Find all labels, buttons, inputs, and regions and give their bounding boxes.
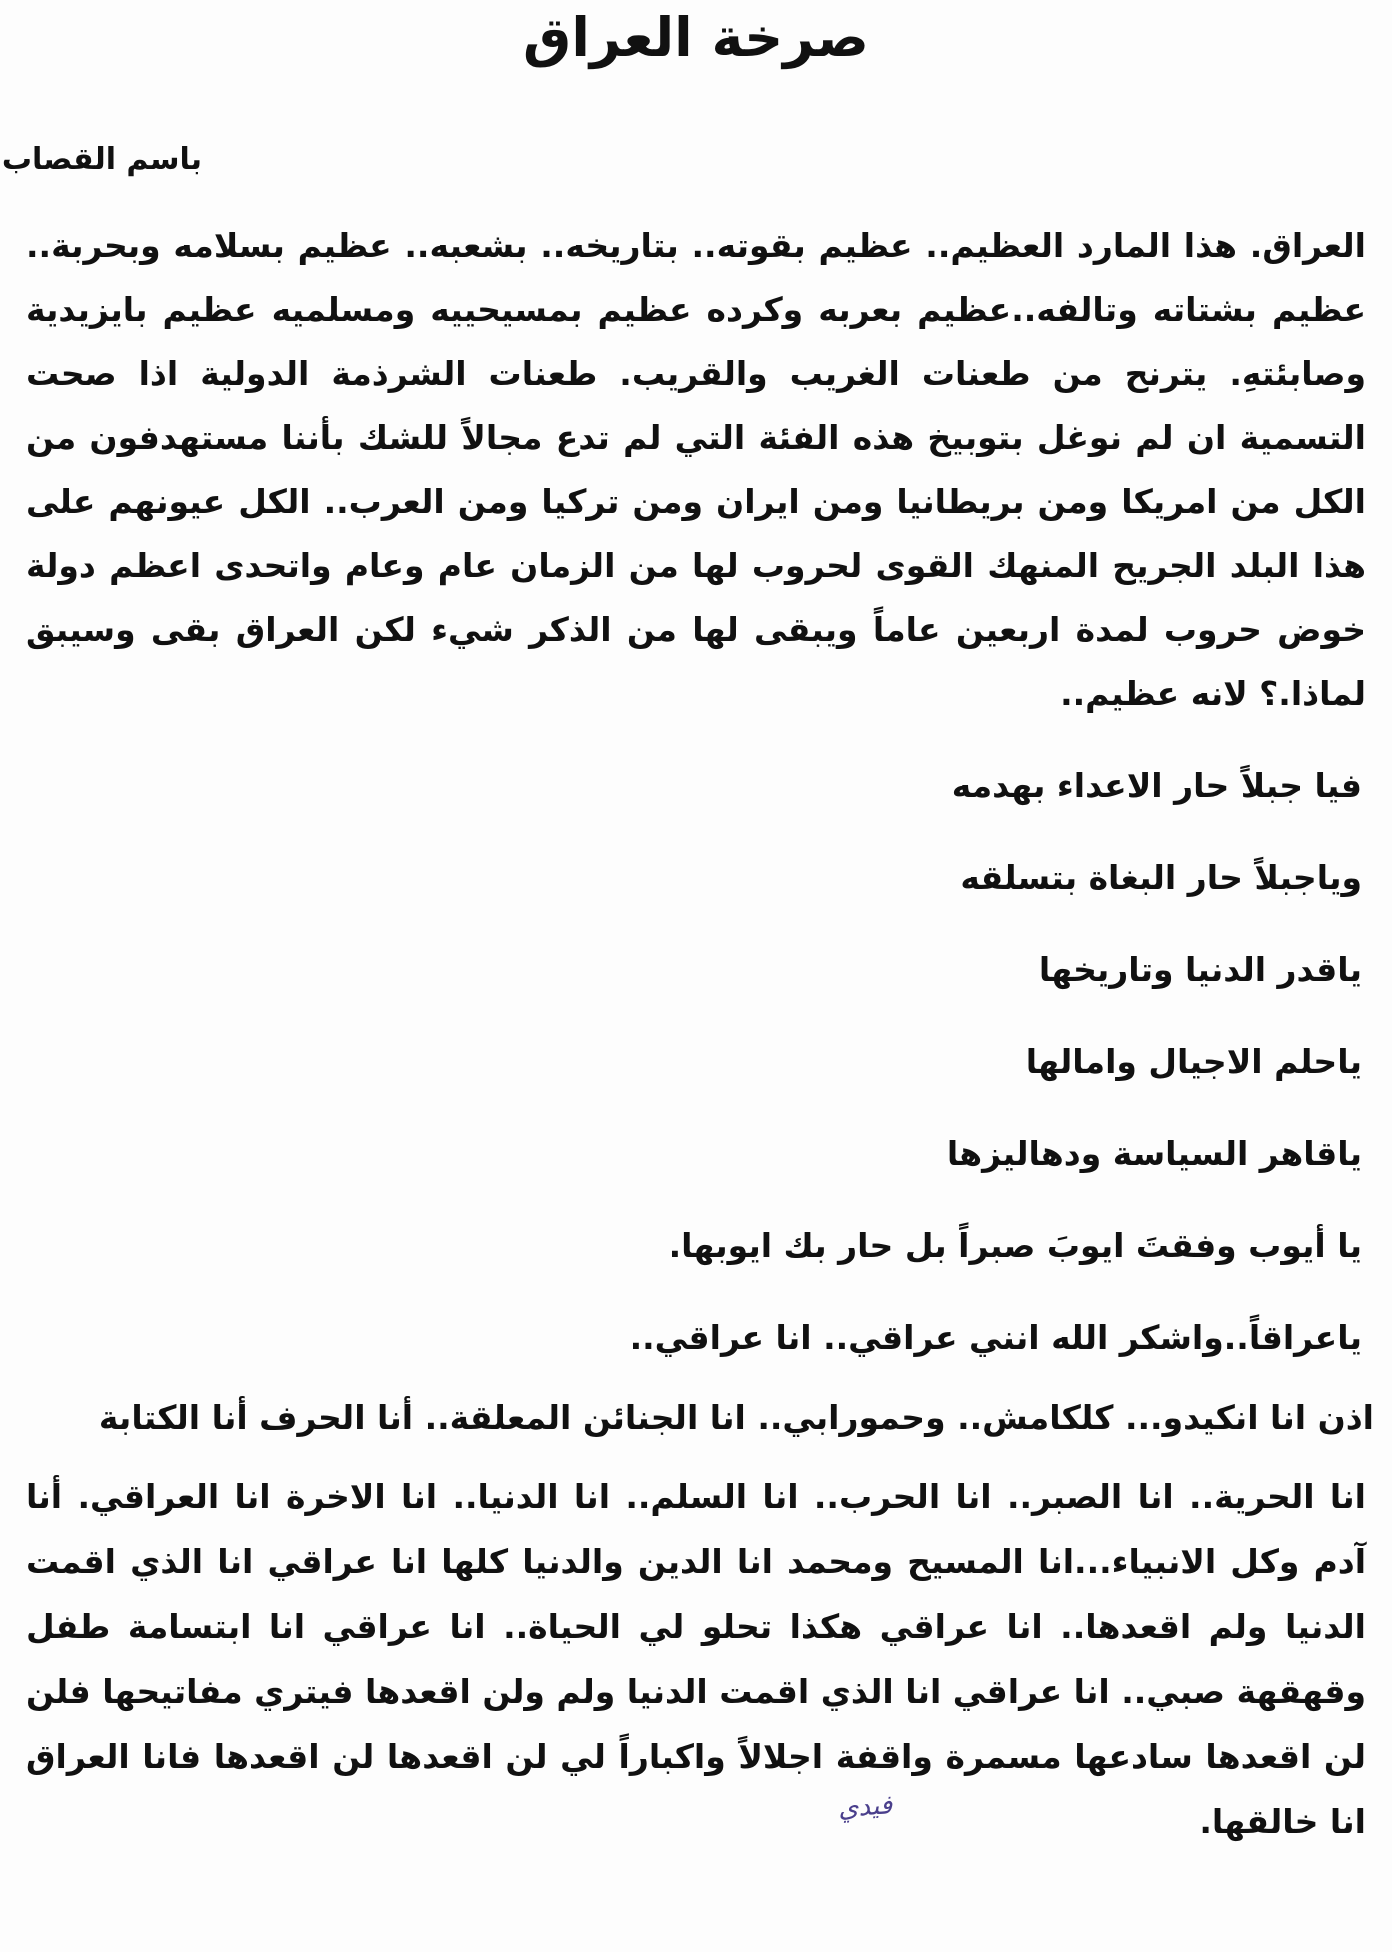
verse-line: وياجبلاً حار البغاة بتسلقه — [960, 858, 1362, 897]
verse-line: ياعراقاً..واشكر الله انني عراقي.. انا عراقي.. — [629, 1318, 1362, 1357]
verse-line: ياقدر الدنيا وتاريخها — [1038, 950, 1362, 989]
document-title: صرخة العراق — [523, 6, 869, 69]
verse-line: ياحلم الاجيال وامالها — [1025, 1042, 1362, 1081]
verse-line: فيا جبلاً حار الاعداء بهدمه — [951, 766, 1362, 805]
verse-line: يا أيوب وفقتَ ايوبَ صبراً بل حار بك ايوبها. — [668, 1226, 1362, 1265]
verse-line: ياقاهر السياسة ودهاليزها — [946, 1134, 1362, 1173]
author-name: باسم القصاب — [1, 142, 202, 177]
handwritten-correction: فيدي — [837, 1790, 894, 1824]
closing-paragraph: انا الحرية.. انا الصبر.. انا الحرب.. انا السلم.. انا الدنيا.. انا الاخرة انا العراقي. أنا آدم وكل الانبياء...انا المسيح ومحمد انا الدين والدنيا كلها انا عراقي انا الذي اقمت الدنيا ولم اقعدها.. انا عراقي هكذا تحلو لي الحياة.. انا عراقي انا ابتسامة طفل وقهقهة صبي.. انا عراقي انا الذي اقمت الدنيا ولم ولن اقعدها فيتري مفاتيحها فلن لن اقعدها سادعها مسمرة واقفة اجلالاً واكباراً لي لن اقعدها لن اقعدها فانا العراق انا خالقها. — [26, 1477, 1366, 1841]
verse-line: اذن انا انكيدو... كلكامش.. وحمورابي.. انا الجنائن المعلقة.. أنا الحرف أنا الكتابة — [98, 1398, 1374, 1437]
opening-paragraph: العراق. هذا المارد العظيم.. عظيم بقوته.. بتاريخه.. بشعبه.. عظيم بسلامه وبحربة.. عظيم بشتاته وتالفه..عظيم بعربه وكرده عظيم بمسيحييه ومسلميه عظيم بايزيدية وصابئتهِ. يترنح من طعنات الغريب والقريب. طعنات الشرذمة الدولية اذا صحت التسمية ان لم نوغل بتوبيخ هذه الفئة التي لم تدع مجالاً للشك بأننا مستهدفون من الكل من امريكا ومن بريطانيا ومن ايران ومن تركيا ومن العرب.. الكل عيونهم على هذا البلد الجريح المنهك القوى لحروب لها من الزمان عام وعام واتحدى اعظم دولة خوض حروب لمدة اربعين عاماً ويبقى لها من الذكر شيء لكن العراق بقى وسيبق لماذا.؟ لانه عظيم.. — [26, 226, 1366, 713]
